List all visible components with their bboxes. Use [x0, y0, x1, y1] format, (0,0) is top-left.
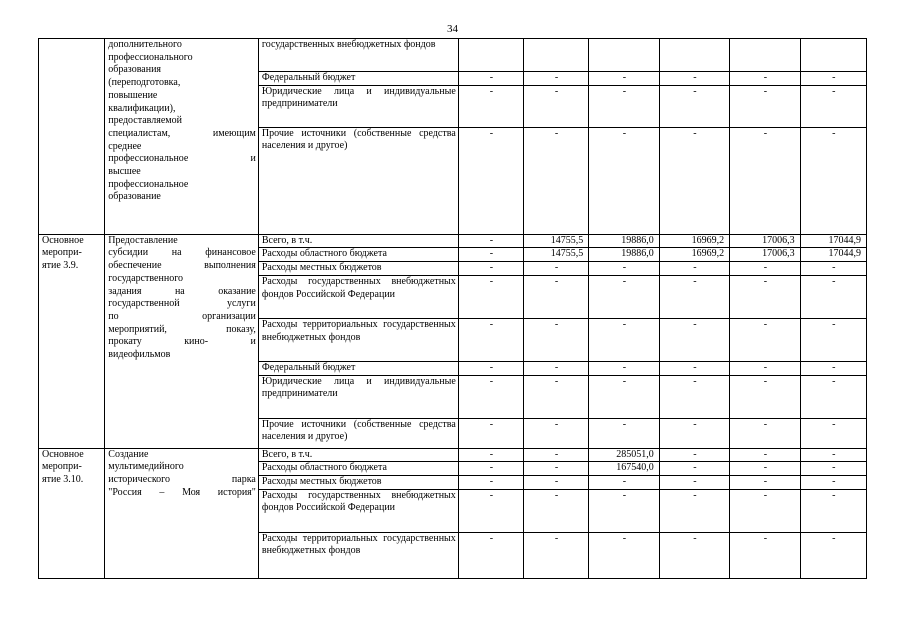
- value-cell: 19886,0: [589, 248, 659, 262]
- funding-source: Расходы областного бюджета: [258, 462, 458, 476]
- value-cell: -: [659, 462, 729, 476]
- value-cell: -: [523, 361, 588, 375]
- value-cell: -: [589, 127, 659, 234]
- measure-name-line: видеофильмов: [108, 349, 171, 361]
- value-cell: -: [458, 462, 523, 476]
- value-cell: -: [589, 489, 659, 532]
- value-cell: -: [800, 532, 866, 578]
- value-cell: -: [523, 462, 588, 476]
- value-cell: -: [730, 475, 800, 489]
- value-cell: -: [730, 418, 800, 448]
- value-cell: [458, 39, 523, 72]
- value-cell: -: [659, 448, 729, 462]
- measure-name-line: профессиональное: [108, 178, 189, 190]
- value-cell: -: [730, 262, 800, 276]
- measure-name-line: предоставляемой: [108, 115, 182, 127]
- value-cell: -: [730, 532, 800, 578]
- value-cell: -: [659, 275, 729, 318]
- value-cell: -: [800, 262, 866, 276]
- value-cell: -: [659, 532, 729, 578]
- funding-source: Расходы областного бюджета: [258, 248, 458, 262]
- value-cell: -: [523, 72, 588, 86]
- value-cell: -: [523, 375, 588, 418]
- measure-name: [105, 234, 259, 448]
- funding-source: Федеральный бюджет: [258, 361, 458, 375]
- value-cell: -: [589, 361, 659, 375]
- value-cell: -: [659, 418, 729, 448]
- value-cell: -: [523, 475, 588, 489]
- value-cell: [730, 39, 800, 72]
- value-cell: -: [589, 318, 659, 361]
- funding-source: государственных внебюджетных фондов: [258, 39, 458, 72]
- value-cell: -: [523, 262, 588, 276]
- funding-source: Расходы территориальных государственных внебюджетных фондов: [258, 318, 458, 361]
- value-cell: -: [589, 532, 659, 578]
- value-cell: -: [659, 361, 729, 375]
- value-cell: 17006,3: [730, 248, 800, 262]
- value-cell: -: [458, 234, 523, 248]
- value-cell: -: [730, 127, 800, 234]
- value-cell: -: [458, 418, 523, 448]
- value-cell: -: [523, 85, 588, 127]
- value-cell: -: [458, 532, 523, 578]
- measure-code-line: Основное: [42, 234, 84, 246]
- measure-code-line: ятие 3.9.: [42, 260, 79, 272]
- value-cell: -: [458, 72, 523, 86]
- value-cell: -: [730, 275, 800, 318]
- measure-code: [39, 234, 105, 448]
- measure-name-line: специалистам, имеющим: [108, 127, 256, 139]
- measure-code-line: ятие 3.10.: [42, 473, 84, 485]
- value-cell: [800, 39, 866, 72]
- value-cell: -: [458, 375, 523, 418]
- measure-code: [39, 448, 105, 578]
- value-cell: -: [730, 375, 800, 418]
- measure-code: [39, 39, 105, 235]
- table-row: [39, 39, 867, 72]
- value-cell: -: [458, 361, 523, 375]
- value-cell: -: [730, 448, 800, 462]
- value-cell: -: [800, 361, 866, 375]
- value-cell: -: [659, 475, 729, 489]
- measure-name-line: профессиональное и: [108, 153, 256, 165]
- value-cell: -: [659, 127, 729, 234]
- value-cell: 19886,0: [589, 234, 659, 248]
- measure-name-line: мультимедийного: [108, 461, 184, 473]
- value-cell: -: [659, 72, 729, 86]
- measure-code-line: Основное: [42, 448, 84, 460]
- value-cell: -: [458, 85, 523, 127]
- measure-name-line: высшее: [108, 166, 141, 178]
- measure-name-line: задания на оказание: [108, 285, 256, 297]
- measure-name: [105, 448, 259, 578]
- measure-name-line: Создание: [108, 448, 149, 460]
- measure-name-line: Предоставление: [108, 234, 178, 246]
- value-cell: -: [523, 318, 588, 361]
- value-cell: -: [800, 127, 866, 234]
- value-cell: 167540,0: [589, 462, 659, 476]
- value-cell: -: [800, 462, 866, 476]
- measure-name-line: обеспечение выполнения: [108, 260, 256, 272]
- value-cell: -: [730, 72, 800, 86]
- measure-name-line: дополнительного: [108, 39, 182, 50]
- measure-name-line: повышение: [108, 89, 158, 101]
- value-cell: -: [589, 72, 659, 86]
- value-cell: [523, 39, 588, 72]
- value-cell: [659, 39, 729, 72]
- value-cell: -: [589, 475, 659, 489]
- measure-name-line: субсидии на финансовое: [108, 247, 256, 259]
- value-cell: -: [800, 85, 866, 127]
- value-cell: 14755,5: [523, 248, 588, 262]
- measure-name-line: квалификации),: [108, 102, 176, 114]
- value-cell: -: [458, 262, 523, 276]
- measure-code-line: меропри-: [42, 247, 82, 259]
- value-cell: -: [730, 318, 800, 361]
- value-cell: -: [589, 85, 659, 127]
- value-cell: -: [800, 475, 866, 489]
- measure-name-line: (переподготовка,: [108, 77, 181, 89]
- value-cell: -: [800, 418, 866, 448]
- value-cell: -: [589, 262, 659, 276]
- measure-name-line: государственной услуги: [108, 298, 256, 310]
- funding-source: Прочие источники (собственные средства населения и другое): [258, 418, 458, 448]
- value-cell: -: [659, 262, 729, 276]
- measure-code-line: меропри-: [42, 461, 82, 473]
- value-cell: -: [730, 489, 800, 532]
- table-row: [39, 234, 867, 248]
- value-cell: -: [800, 489, 866, 532]
- value-cell: -: [523, 418, 588, 448]
- measure-name-line: среднее: [108, 140, 142, 152]
- measure-name-line: по организации: [108, 310, 256, 322]
- measure-name-line: прокату кино- и: [108, 336, 256, 348]
- value-cell: 14755,5: [523, 234, 588, 248]
- measure-name-line: образование: [108, 191, 161, 203]
- value-cell: -: [523, 489, 588, 532]
- value-cell: -: [458, 275, 523, 318]
- value-cell: -: [730, 361, 800, 375]
- value-cell: -: [523, 275, 588, 318]
- value-cell: -: [800, 318, 866, 361]
- funding-source: Федеральный бюджет: [258, 72, 458, 86]
- measure-name-line: образования: [108, 64, 162, 76]
- funding-source: Расходы местных бюджетов: [258, 475, 458, 489]
- value-cell: -: [800, 72, 866, 86]
- funding-source: Юридические лица и индивидуальные предприниматели: [258, 85, 458, 127]
- measure-name: [105, 39, 259, 235]
- funding-source: Расходы государственных внебюджетных фондов Российской Федерации: [258, 275, 458, 318]
- value-cell: -: [730, 85, 800, 127]
- measure-name-line: профессионального: [108, 51, 193, 63]
- budget-table: [38, 38, 867, 579]
- funding-source: Расходы территориальных государственных внебюджетных фондов: [258, 532, 458, 578]
- value-cell: -: [458, 489, 523, 532]
- value-cell: -: [730, 462, 800, 476]
- funding-source: Всего, в т.ч.: [258, 234, 458, 248]
- value-cell: 16969,2: [659, 234, 729, 248]
- value-cell: -: [800, 275, 866, 318]
- funding-source: Расходы местных бюджетов: [258, 262, 458, 276]
- value-cell: -: [589, 275, 659, 318]
- value-cell: -: [458, 318, 523, 361]
- page-number: 34: [447, 23, 458, 35]
- value-cell: 17006,3: [730, 234, 800, 248]
- value-cell: -: [659, 489, 729, 532]
- funding-source: Всего, в т.ч.: [258, 448, 458, 462]
- table-row: [39, 448, 867, 462]
- value-cell: -: [523, 127, 588, 234]
- value-cell: -: [800, 375, 866, 418]
- funding-source: Юридические лица и индивидуальные предприниматели: [258, 375, 458, 418]
- value-cell: 17044,9: [800, 234, 866, 248]
- value-cell: -: [523, 532, 588, 578]
- value-cell: 16969,2: [659, 248, 729, 262]
- value-cell: -: [589, 375, 659, 418]
- measure-name-line: "Россия – Моя история": [108, 486, 256, 498]
- funding-source: Прочие источники (собственные средства населения и другое): [258, 127, 458, 234]
- value-cell: -: [458, 248, 523, 262]
- value-cell: 17044,9: [800, 248, 866, 262]
- funding-source: Расходы государственных внебюджетных фондов Российской Федерации: [258, 489, 458, 532]
- value-cell: -: [659, 85, 729, 127]
- value-cell: -: [800, 448, 866, 462]
- value-cell: -: [523, 448, 588, 462]
- measure-name-line: государственного: [108, 272, 184, 284]
- value-cell: -: [659, 318, 729, 361]
- value-cell: [589, 39, 659, 72]
- value-cell: -: [589, 418, 659, 448]
- value-cell: -: [458, 127, 523, 234]
- value-cell: -: [458, 475, 523, 489]
- value-cell: 285051,0: [589, 448, 659, 462]
- measure-name-line: мероприятий, показу,: [108, 323, 256, 335]
- value-cell: -: [659, 375, 729, 418]
- measure-name-line: исторического парка: [108, 473, 256, 485]
- value-cell: -: [458, 448, 523, 462]
